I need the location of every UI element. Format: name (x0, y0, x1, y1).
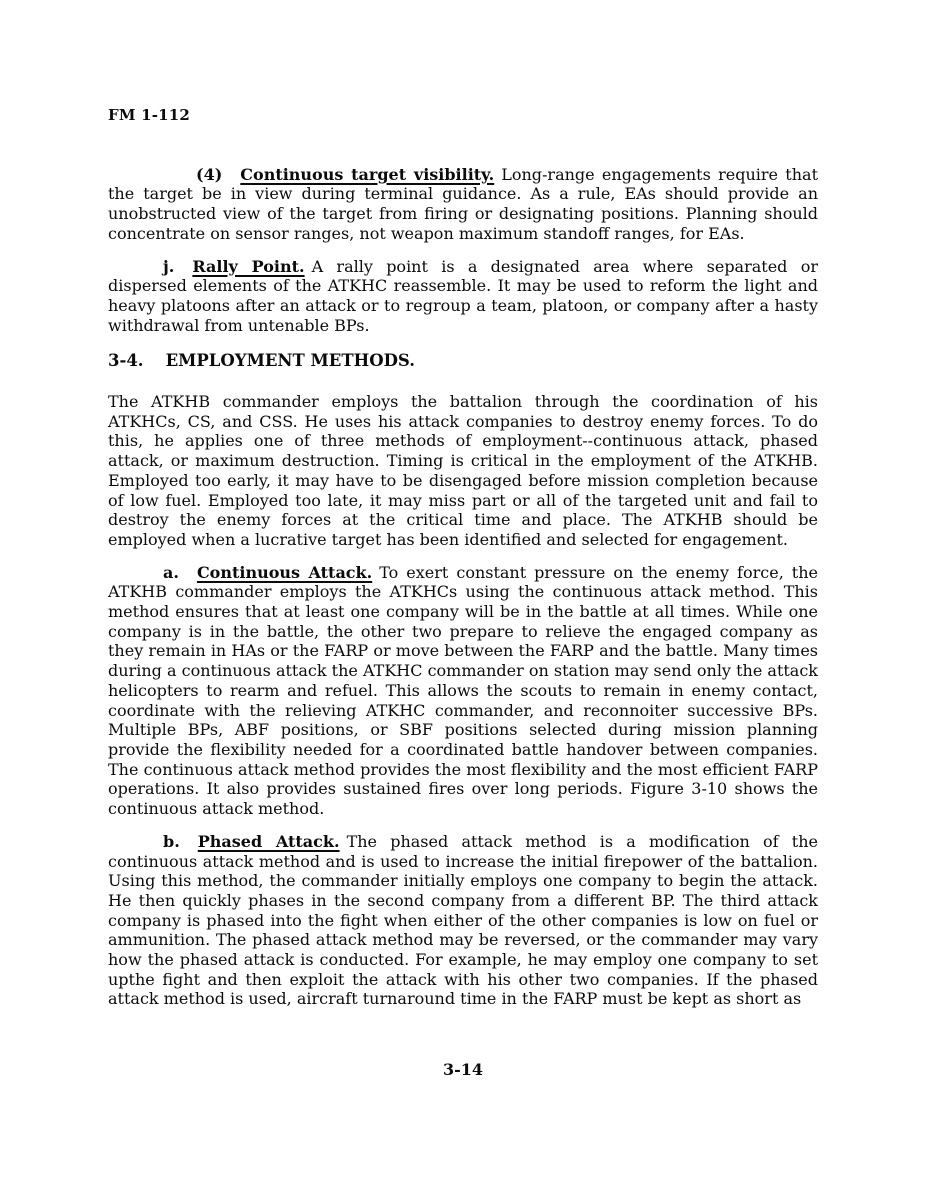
document-header: FM 1-112 (108, 106, 191, 124)
paragraph-title: Continuous target visibility. (240, 164, 495, 184)
paragraph-title: Rally Point. (192, 256, 305, 276)
paragraph-phased-attack (108, 832, 818, 1009)
paragraph-continuous-target-visibility (108, 165, 818, 244)
paragraph-text: Long-range engagements require that the target be in view during terminal guidance. As a rule, EAs should provide an unobstructed view of the target from firing or designating positions. Planning should concentrate on sensor ranges, not weapon maximum standoff ranges, for EAs. (108, 164, 818, 243)
section-title: EMPLOYMENT METHODS. (165, 351, 415, 371)
paragraph-employment-intro (108, 392, 818, 550)
paragraph-continuous-attack (108, 563, 818, 819)
paragraph-title: Continuous Attack. (196, 562, 373, 582)
paragraph-label: (4) (196, 164, 223, 184)
paragraph-title: Phased Attack. (197, 831, 340, 851)
paragraph-text: The ATKHB commander employs the battalion through the coordination of his ATKHCs, CS, and CSS. He uses his attack companies to destroy enemy forces. To do this, he applies one of three methods of employment--continuous attack, phased attack, or maximum destruction. Timing is critical in the employment of the ATKHB. Employed too early, it may have to be disengaged before mission completion because of low fuel. Employed too late, it may miss part or all of the targeted unit and fail to destroy the enemy forces at the critical time and place. The ATKHB should be employed when a lucrative target has been identified and selected for engagement. (108, 392, 818, 549)
section-number: 3-4. (108, 351, 144, 371)
paragraph-text: The phased attack method is a modification of the continuous attack method and is used to increase the initial firepower of the battalion. Using this method, the commander initially employs one company to begin the attack. He then quickly phases in the second company from a different BP. The third attack company is phased into the fight when either of the other companies is low on fuel or ammunition. The phased attack method may be reversed, or the commander may vary how the phased attack is conducted. For example, he may employ one company to set upthe fight and then exploit the attack with his other two companies. If the phased attack method is used, aircraft turnaround time in the FARP must be kept as short as (108, 831, 819, 1009)
paragraph-label: a. (163, 562, 179, 582)
paragraph-label: j. (163, 256, 175, 276)
paragraph-label: b. (163, 831, 180, 851)
paragraph-rally-point (108, 257, 818, 336)
document-body (108, 165, 818, 1009)
section-heading-employment-methods (108, 351, 818, 371)
paragraph-text: A rally point is a designated area where separated or dispersed elements of the ATKHC reassemble. It may be used to reform the light and heavy platoons after an attack or to regroup a team, platoon, or company after a hasty withdrawal from untenable BPs. (108, 256, 819, 335)
page-number: 3-14 (442, 1060, 484, 1079)
paragraph-text: To exert constant pressure on the enemy force, the ATKHB commander employs the ATKHCs using the continuous attack method. This method ensures that at least one company will be in the battle at all times. While one company is in the battle, the other two prepare to relieve the engaged company as they remain in HAs or the FARP or move between the FARP and the battle. Many times during a continuous attack the ATKHC commander on station may send only the attack helicopters to rearm and refuel. This allows the scouts to remain in enemy contact, coordinate with the relieving ATKHC commander, and reconnoiter successive BPs. Multiple BPs, ABF positions, or SBF positions selected during mission planning provide the flexibility needed for a coordinated battle handover between companies. The continuous attack method provides the most flexibility and the most efficient FARP operations. It also provides sustained fires over long periods. Figure 3-10 shows the continuous attack method. (108, 562, 818, 819)
